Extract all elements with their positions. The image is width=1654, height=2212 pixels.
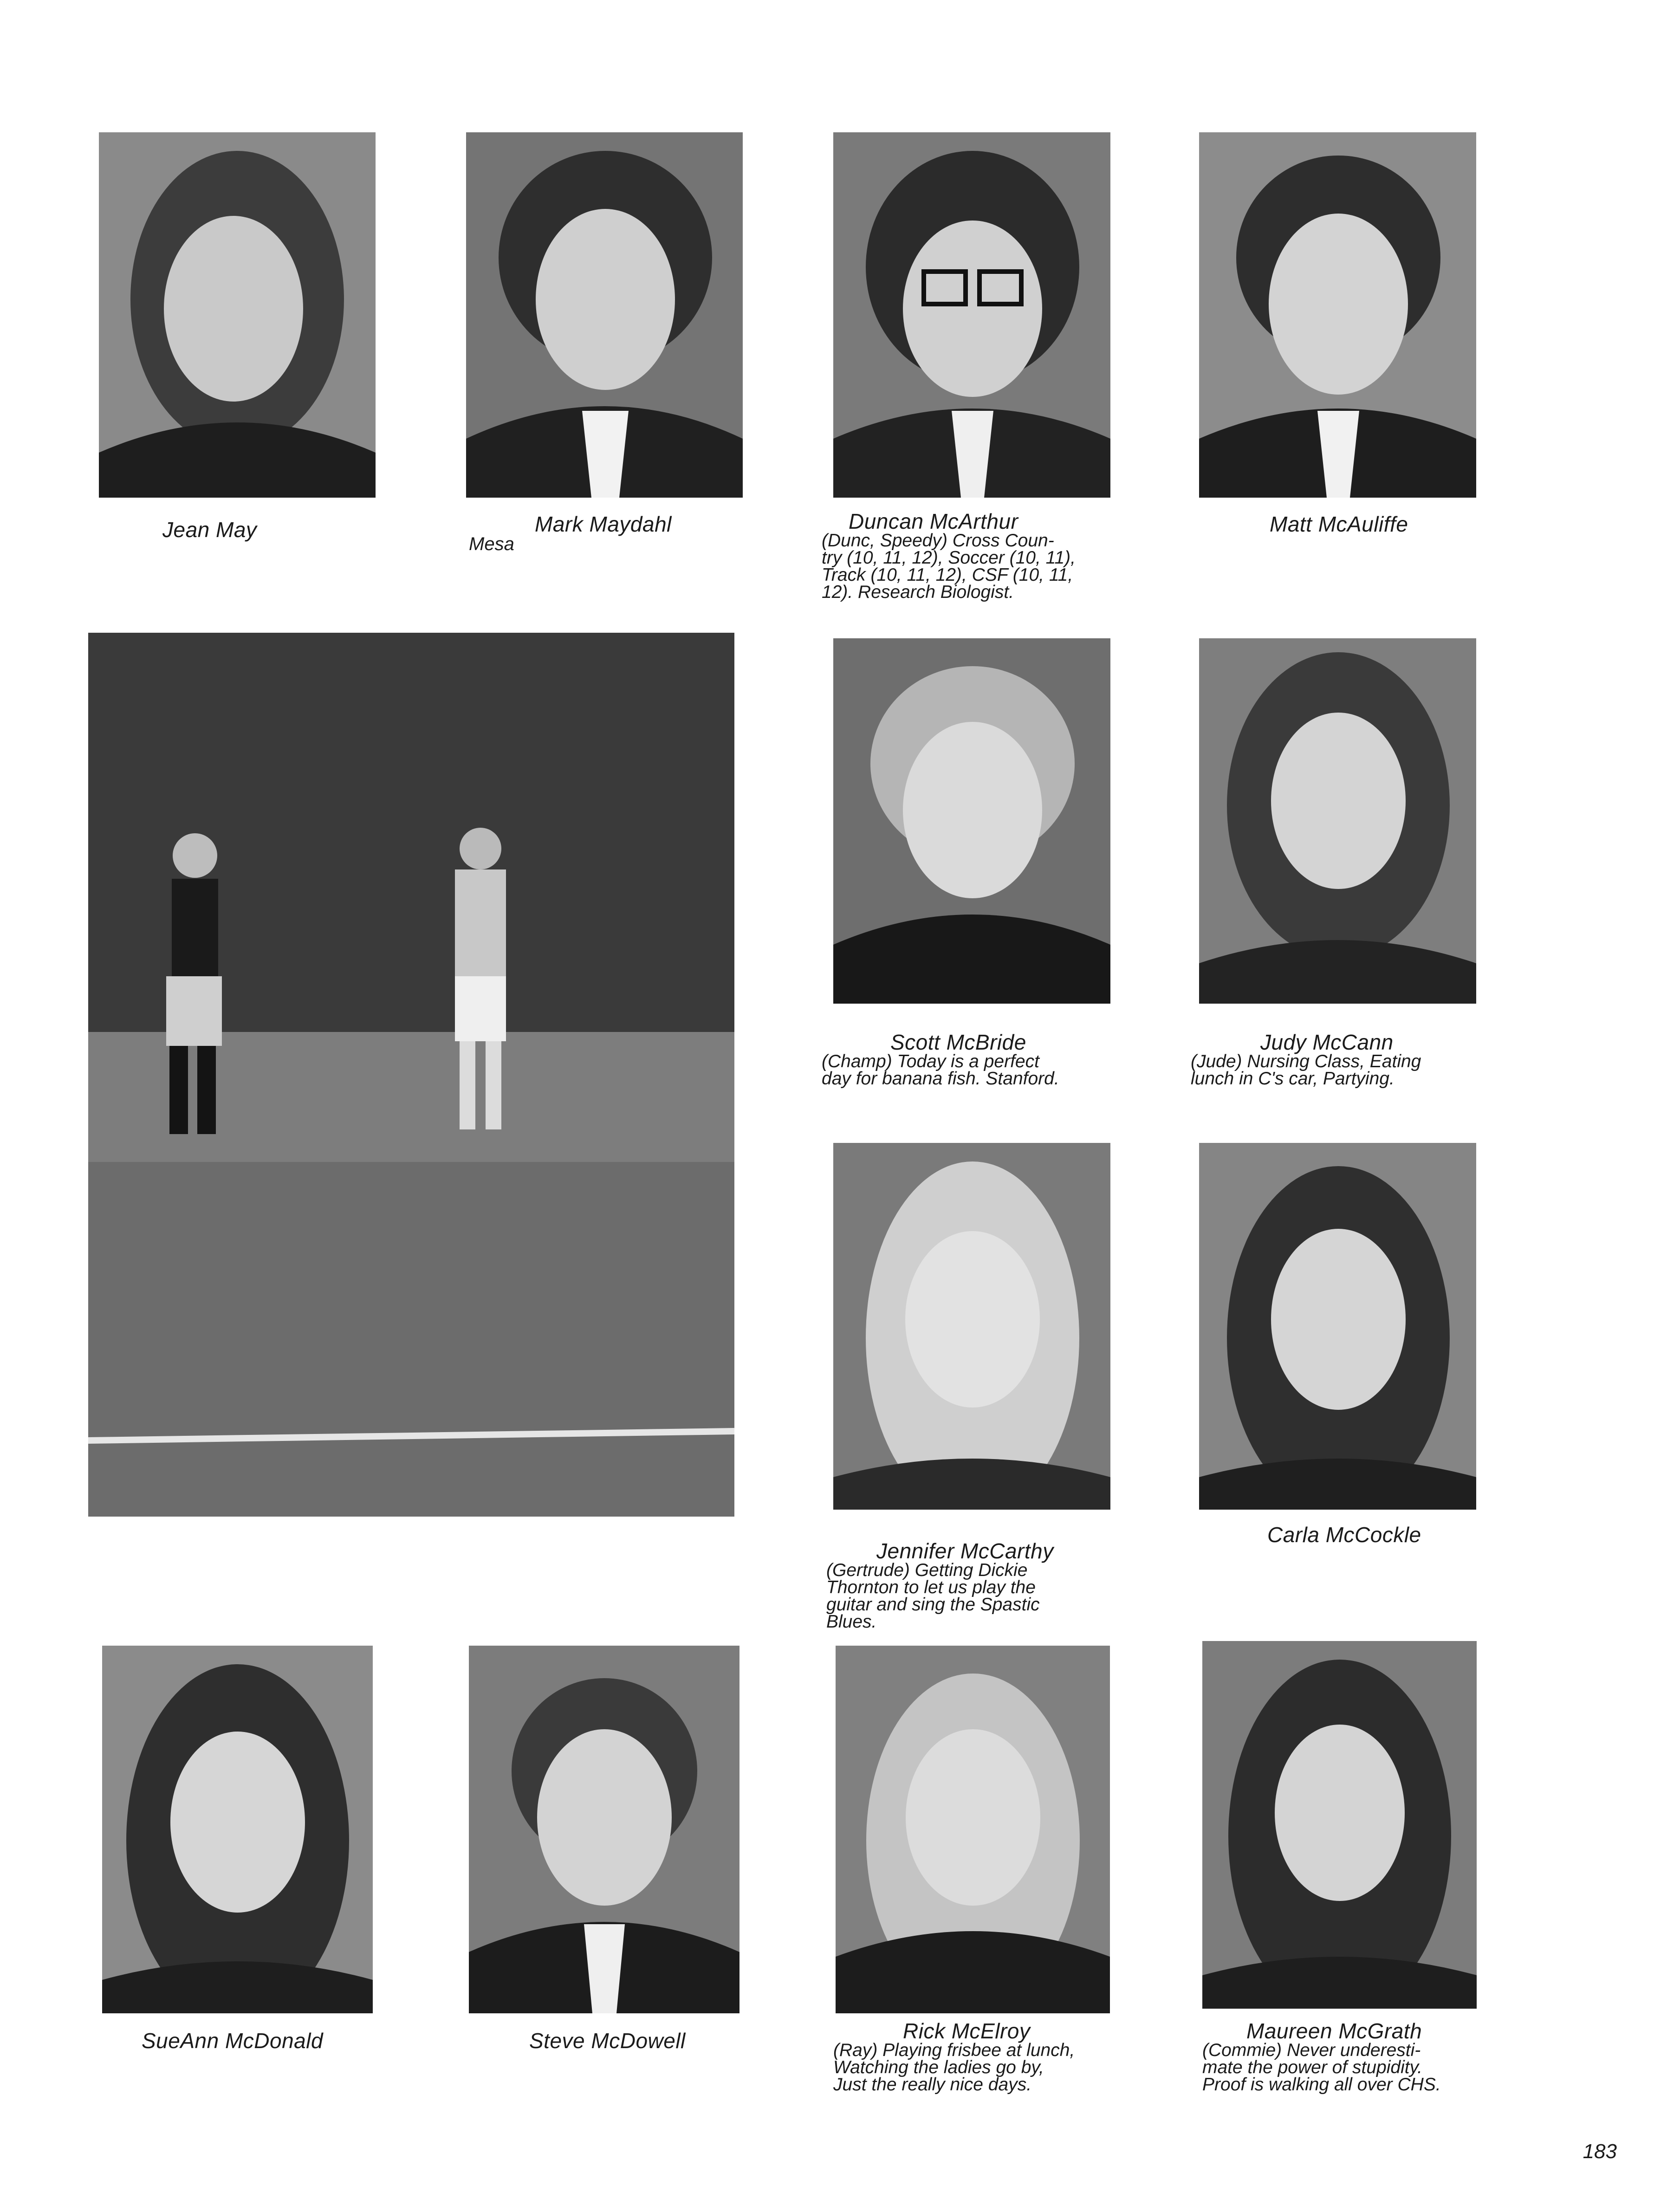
portrait-photo [1199,132,1476,498]
portrait-photo [99,132,376,498]
portrait-photo [833,132,1110,498]
portrait-photo [833,1143,1110,1510]
caption-scott-mcbride [822,1031,1128,1087]
student-name: Carla McCockle [1267,1523,1421,1547]
student-info-line: Proof is walking all over CHS. [1202,2075,1441,2095]
student-info-line: (Commie) Never underesti- [1202,2040,1421,2060]
portrait-photo [1202,1641,1477,2009]
soccer-scene [88,633,734,1517]
student-name: SueAnn McDonald [142,2029,324,2053]
portrait-sueann-mcdonald [102,1646,373,2013]
portrait-photo [102,1646,373,2013]
caption-judy-mccann [1191,1031,1506,1087]
student-info-line: guitar and sing the Spastic [826,1595,1040,1615]
student-name: Scott McBride [890,1030,1026,1054]
student-info-line: Just the really nice days. [833,2075,1032,2095]
portrait-judy-mccann [1199,638,1476,1004]
portrait-photo [833,638,1110,1004]
student-name: Steve McDowell [529,2029,686,2053]
student-info-line: mate the power of stupidity. [1202,2057,1423,2077]
caption-maureen-mcgrath [1202,2020,1499,2093]
student-name: Jean May [162,518,257,542]
caption-carla-mccockle [1267,1524,1462,1545]
student-info-line: Thornton to let us play the [826,1577,1036,1597]
portrait-photo [469,1646,739,2013]
student-name: Rick McElroy [903,2019,1031,2043]
portrait-photo [1199,1143,1476,1510]
student-name: Duncan McArthur [849,509,1018,533]
portrait-maureen-mcgrath [1202,1641,1477,2009]
student-info-line: Blues. [826,1612,877,1632]
portrait-mark-maydahl [466,132,743,498]
caption-duncan-mcarthur [822,511,1128,601]
student-info-line: Watching the ladies go by, [833,2057,1044,2077]
student-info-line: (Champ) Today is a perfect [822,1051,1039,1071]
portrait-photo [1199,638,1476,1004]
student-info-line: (Dunc, Speedy) Cross Coun- [822,531,1054,551]
caption-jennifer-mccarthy [826,1540,1123,1630]
portrait-jennifer-mccarthy [833,1143,1110,1510]
caption-sueann-mcdonald [142,2030,355,2051]
student-info: Mesa [469,534,514,554]
student-info-line: 12). Research Biologist. [822,582,1014,602]
student-info-line: lunch in C's car, Partying. [1191,1069,1395,1089]
student-info-line: (Ray) Playing frisbee at lunch, [833,2040,1075,2060]
portrait-photo [836,1646,1110,2013]
caption-matt-mcauliffe [1270,513,1465,535]
student-name: Maureen McGrath [1246,2019,1422,2043]
portrait-matt-mcauliffe [1199,132,1476,498]
portrait-jean-may [99,132,376,498]
student-info-line: Track (10, 11, 12), CSF (10, 11, [822,565,1073,585]
portrait-carla-mccockle [1199,1143,1476,1510]
caption-steve-mcdowell [529,2030,733,2051]
caption-mark-maydahl [469,513,747,553]
caption-rick-mcelroy [833,2020,1130,2093]
portrait-rick-mcelroy [836,1646,1110,2013]
soccer-field-photo [88,633,734,1517]
portrait-scott-mcbride [833,638,1110,1004]
portrait-photo [466,132,743,498]
student-info-line: (Jude) Nursing Class, Eating [1191,1051,1421,1071]
student-name: Jennifer McCarthy [876,1539,1054,1563]
caption-jean-may [162,519,330,540]
student-info-line: day for banana fish. Stanford. [822,1069,1059,1089]
student-name: Mark Maydahl [535,512,672,536]
student-info-line: try (10, 11, 12), Soccer (10, 11), [822,548,1076,568]
student-name: Judy McCann [1260,1030,1394,1054]
student-name: Matt McAuliffe [1270,512,1408,536]
portrait-duncan-mcarthur [833,132,1110,498]
student-info-line: (Gertrude) Getting Dickie [826,1560,1028,1580]
portrait-steve-mcdowell [469,1646,739,2013]
page-number: 183 [1583,2140,1617,2163]
